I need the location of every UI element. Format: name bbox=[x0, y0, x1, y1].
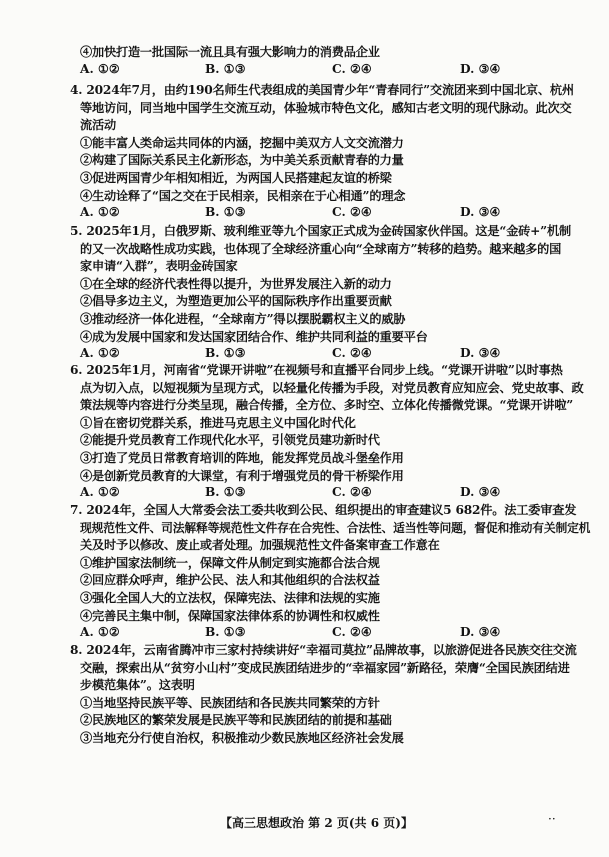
choice-a: A. ①② bbox=[80, 485, 120, 500]
option-line: ④成为发展中国家和发达国家团结合作、维护共同利益的重要平台 bbox=[80, 329, 428, 344]
question-stem-line: 4. 2024年7月，由约190名师生代表组成的美国青少年“青春同行”交流团来到中国北京、杭州 bbox=[70, 83, 574, 97]
option-line: ②回应群众呼声，维护公民、法人和其他组织的合法权益 bbox=[80, 573, 380, 588]
page-footer: 【高三思想政治 第 2 页(共 6 页)】 bbox=[220, 816, 413, 830]
choice-a: A. ①② bbox=[80, 205, 120, 220]
option-line: ②民族地区的繁荣发展是民族平等和民族团结的前提和基础 bbox=[80, 713, 392, 728]
option-line: ③强化全国人大的立法权，保障宪法、法律和法规的实施 bbox=[80, 590, 380, 605]
option-line: ③当地充分行使自治权，积极推动少数民族地区经济社会发展 bbox=[80, 730, 404, 745]
choice-d: D. ③④ bbox=[460, 485, 501, 500]
choice-b: B. ①③ bbox=[205, 205, 246, 220]
question-stem-line: 的又一次战略性成功实践，也体现了全球经济重心向“全球南方”转移的趋势。越来越多的国 bbox=[80, 241, 562, 256]
choice-d: D. ③④ bbox=[460, 625, 501, 640]
option-line: ②倡导多边主义，为塑造更加公平的国际秩序作出重要贡献 bbox=[80, 294, 392, 309]
option-line: ②能提升党员教育工作现代化水平，引领党员建功新时代 bbox=[80, 433, 380, 448]
option-line: ④是创新党员教育的大课堂，有利于增强党员的骨干桥梁作用 bbox=[80, 468, 404, 483]
option-line: ③促进两国青少年相知相近，为两国人民搭建起友谊的桥梁 bbox=[80, 170, 392, 185]
option-line: ④加快打造一批国际一流且具有强大影响力的消费品企业 bbox=[80, 45, 380, 59]
answer-choices bbox=[70, 62, 570, 80]
option-line: ④生动诠释了“国之交在于民相亲，民相亲在于心相通”的理念 bbox=[80, 188, 406, 203]
question-stem-line: 6. 2025年1月，河南省“党课开讲啦”在视频号和直播平台同步上线。“党课开讲啦”以时事热 bbox=[70, 363, 563, 377]
question-6 bbox=[70, 362, 584, 503]
question-stem-line: 点为切入点，以短视频为呈现方式，以轻量化传播为手段，对党员教育应知应会、党史故事、政 bbox=[80, 380, 584, 395]
question-5 bbox=[70, 223, 570, 364]
choice-a: A. ①② bbox=[80, 61, 120, 76]
choice-c: C. ②④ bbox=[332, 485, 372, 500]
choice-a: A. ①② bbox=[80, 346, 120, 361]
choice-d: D. ③④ bbox=[460, 61, 501, 76]
choice-b: B. ①③ bbox=[205, 625, 246, 640]
option-line: ③打造了党员日常教育培训的阵地，能发挥党员战斗堡垒作用 bbox=[80, 450, 404, 465]
option-line: ①当地坚持民族平等、民族团结和各民族共同繁荣的方针 bbox=[80, 695, 380, 710]
choice-d: D. ③④ bbox=[460, 346, 501, 361]
option-line: ①旨在密切党群关系，推进马克思主义中国化时代化 bbox=[80, 415, 356, 430]
answer-choices bbox=[70, 205, 570, 223]
question-stem-line: 流活动 bbox=[80, 118, 116, 133]
answer-choices bbox=[70, 625, 570, 643]
option-line: ④完善民主集中制，保障国家法律体系的协调性和权威性 bbox=[80, 608, 380, 623]
choice-d: D. ③④ bbox=[460, 205, 501, 220]
option-line: ①维护国家法制统一，保障文件从制定到实施都合法合规 bbox=[80, 555, 380, 570]
question-3-tail bbox=[70, 44, 570, 80]
answer-choices bbox=[70, 485, 570, 503]
choice-c: C. ②④ bbox=[332, 61, 372, 76]
option-line: ①能丰富人类命运共同体的内涵，挖掘中美双方人文交流潜力 bbox=[80, 135, 404, 150]
question-stem-line: 交融，探索出从“贫穷小山村”变成民族团结进步的“幸福家园”新路径，荣膺“全国民族团结进 bbox=[80, 660, 570, 675]
choice-b: B. ①③ bbox=[205, 346, 246, 361]
option-line: ②构建了国际关系民主化新形态，为中美关系贡献青春的力量 bbox=[80, 153, 404, 168]
question-8 bbox=[70, 642, 577, 748]
question-stem-line: 等地访问，同当地中国学生交流互动，体验城市特色文化，感知古老文明的现代脉动。此次交 bbox=[80, 100, 572, 115]
choice-c: C. ②④ bbox=[332, 205, 372, 220]
question-stem-line: 步模范集体”。这表明 bbox=[80, 678, 195, 693]
question-stem-line: 策法规等内容进行分类呈现，融合传播，全方位、多时空、立体化传播微党课。“党课开讲啦” bbox=[80, 398, 574, 413]
page-mark: ·· bbox=[548, 812, 556, 826]
question-4 bbox=[70, 82, 574, 223]
question-stem-line: 8. 2024年，云南省腾冲市三家村持续讲好“幸福司莫拉”品牌故事，以旅游促进各民族交往交流 bbox=[70, 643, 577, 657]
question-stem-line: 现规范性文件、司法解释等规范性文件存在合宪性、合法性、适当性等问题，督促和推动有关制定机 bbox=[80, 520, 591, 535]
option-line: ③推动经济一体化进程，“全球南方”得以摆脱霸权主义的威胁 bbox=[80, 311, 406, 326]
option-line: ①在全球的经济代表性得以提升，为世界发展注入新的动力 bbox=[80, 276, 392, 291]
choice-c: C. ②④ bbox=[332, 346, 372, 361]
choice-c: C. ②④ bbox=[332, 625, 372, 640]
choice-a: A. ①② bbox=[80, 625, 120, 640]
question-stem-line: 7. 2024年，全国人大常委会法工委共收到公民、组织提出的审查建议5 682件。法工委审查发 bbox=[70, 503, 577, 517]
question-7 bbox=[70, 502, 591, 643]
choice-b: B. ①③ bbox=[205, 61, 246, 76]
choice-b: B. ①③ bbox=[205, 485, 246, 500]
question-stem-line: 5. 2025年1月，白俄罗斯、玻利维亚等九个国家正式成为金砖国家伙伴国。这是“金砖+”机制 bbox=[70, 224, 571, 238]
question-stem-line: 关及时予以修改、废止或者处理。加强规范性文件备案审查工作意在 bbox=[80, 538, 440, 553]
question-stem-line: 家申请“入群”，表明金砖国家 bbox=[80, 259, 238, 274]
